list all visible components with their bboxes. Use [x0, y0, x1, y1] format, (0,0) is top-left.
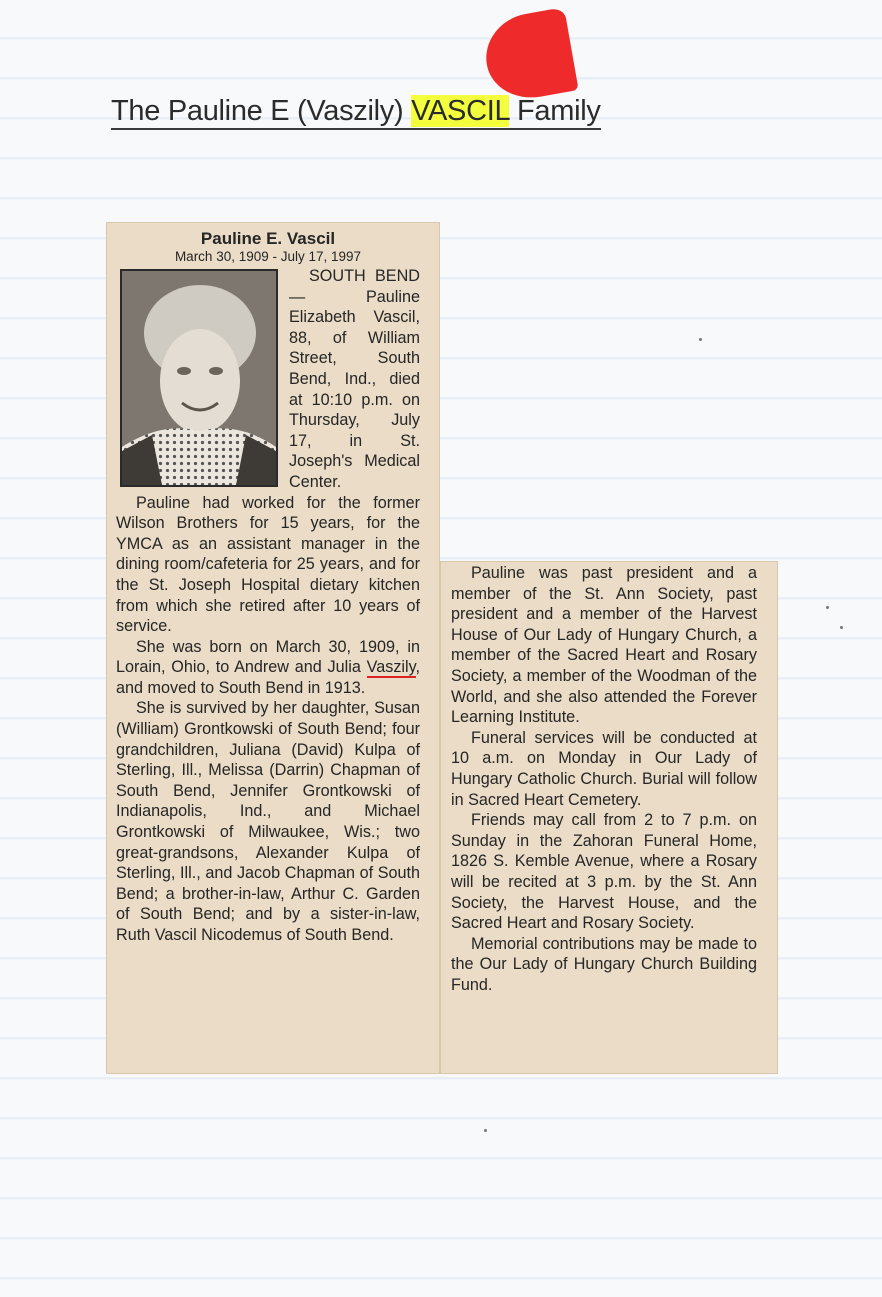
underlined-maiden-name: Vaszily [366, 658, 416, 677]
obituary-paragraph: Pauline was past president and a member of the St. Ann Society, past president and a member of the Harvest House of Our Lady of Hungary Church, a member of the Sacred Heart and Rosary Society, a member of the Woodman of the World, and she also attended the Forever Learning Institute. [451, 564, 757, 727]
red-tab-marker [479, 7, 578, 105]
obituary-clipping-right [440, 561, 778, 1074]
obituary-paragraph: Funeral services will be conducted at 10 a.m. on Monday in Our Lady of Hungary Catholic Church. Burial will follow in Sacred Heart Cemetery. [451, 728, 757, 809]
obituary-paragraph: Pauline had worked for the former Wilson Brothers for 15 years, for the YMCA as an assistant manager in the dining room/cafeteria for 25 years, and for the St. Joseph Hospital dietary kitchen from which she retired after 10 years of service. [116, 493, 420, 636]
obituary-paragraph: Memorial contributions may be made to the Our Lady of Hungary Church Building Fund. [451, 934, 757, 994]
obituary-column-right [451, 563, 757, 995]
obituary-paragraph: She is survived by her daughter, Susan (William) Grontkowski of South Bend; four grandchildren, Juliana (David) Kulpa of Sterling, Ill., Melissa (Darrin) Chapman of South Bend, Jennifer Grontkowski of Indianapolis, Ind., and Michael Grontkowski of Milwaukee, Wis.; two great-grandsons, Alexander Kulpa of Sterling, Ill., and Jacob Chapman of South Bend; a brother-in-law, Arthur C. Garden of South Bend; and by a sister-in-law, Ruth Vascil Nicodemus of South Bend. [116, 699, 420, 944]
obituary-paragraph: SOUTH BEND — Pauline Elizabeth Vascil, 88, of William Street, South Bend, Ind., died at 10:10 p.m. on Thursday, July 17, in St. Joseph's Medical Center. [289, 267, 420, 491]
obituary-column-left [116, 229, 420, 946]
obituary-text: She was born on March 30, 1909, in Lorain, Ohio, to Andrew and Julia [116, 637, 420, 677]
obituary-clipping-left [106, 222, 440, 1074]
paper-speck [840, 626, 843, 629]
page-title [111, 94, 601, 130]
title-suffix: Family [509, 95, 601, 127]
title-highlight: VASCIL [411, 95, 510, 127]
obituary-paragraph [116, 637, 420, 699]
obituary-name: Pauline E. Vascil [200, 229, 336, 248]
title-text: The Pauline E (Vaszily) [111, 95, 412, 127]
portrait-photo [120, 269, 278, 487]
obituary-paragraph: Friends may call from 2 to 7 p.m. on Sunday in the Zahoran Funeral Home, 1826 S. Kemble Avenue, where a Rosary will be recited at 3 p.m. by the St. Ann Society, the Harvest House, and the Sacred Heart and Rosary Society. [451, 811, 757, 933]
paper-speck [699, 338, 702, 341]
obituary-text: , and moved to South Bend in 1913. [116, 658, 420, 697]
obituary-dates: March 30, 1909 - July 17, 1997 [174, 249, 362, 264]
paper-speck [826, 606, 829, 609]
paper-speck [484, 1129, 487, 1132]
